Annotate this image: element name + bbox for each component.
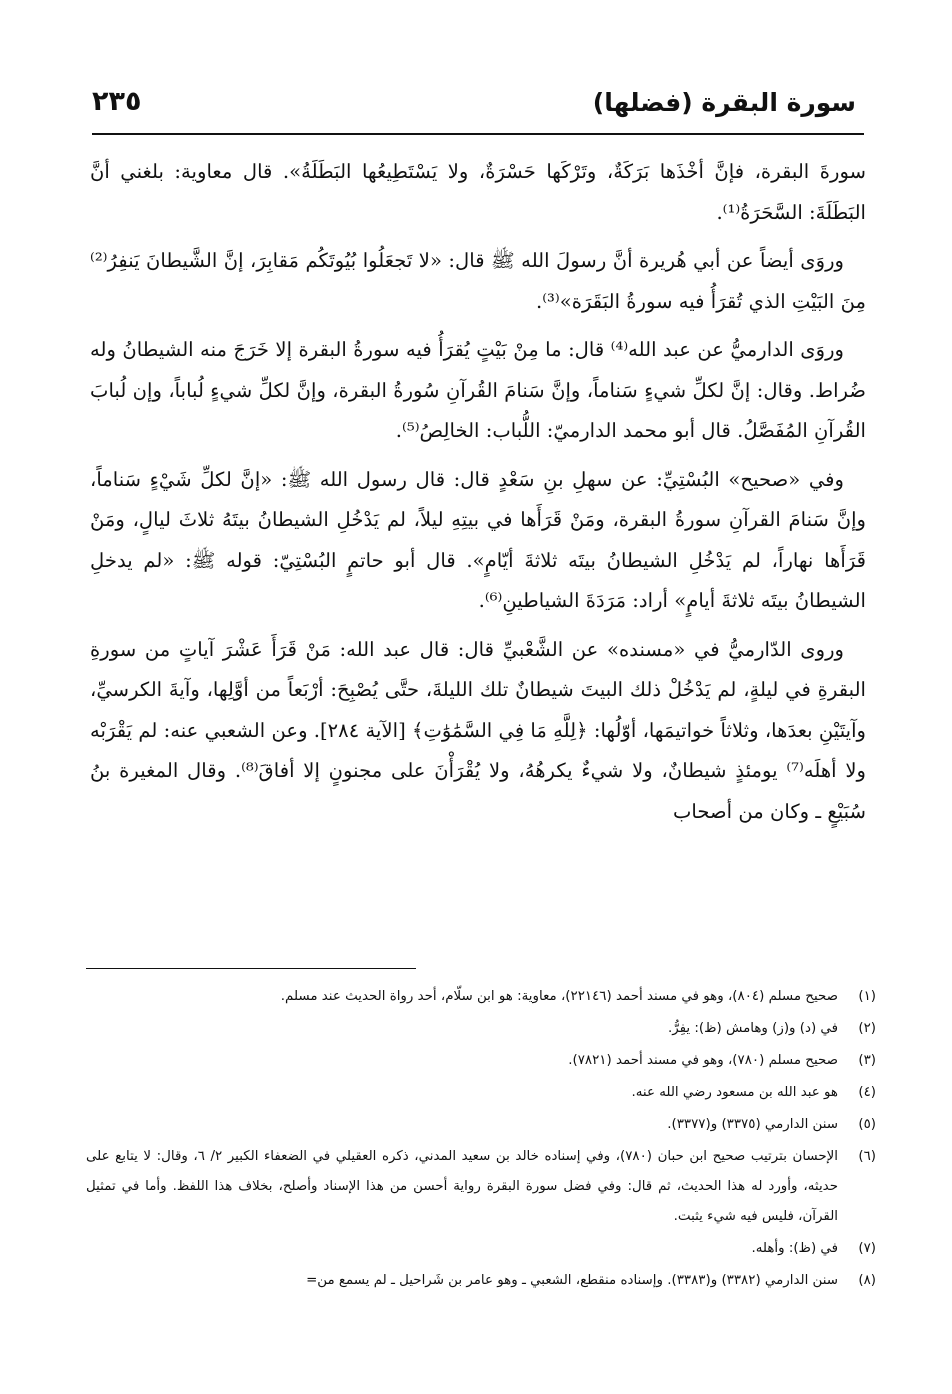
- footnote-text: هو عبد الله بن مسعود رضي الله عنه.: [631, 1085, 838, 1100]
- footnote-text: صحيح مسلم (٨٠٤)، وهو في مسند أحمد (٢٢١٤٦)، معاوية: هو ابن سلّام، أحد رواة الحديث عند مسلم.: [280, 989, 838, 1004]
- page-header: [92, 82, 856, 130]
- footnote-number: (٣): [858, 1053, 876, 1068]
- footnote-item: [86, 1234, 876, 1264]
- footnote-number: (١): [858, 989, 876, 1004]
- paragraph: وروى الدّارميُّ في «مسنده» عن الشَّعْبيِّ قال: قال عبد الله: مَنْ قَرَأَ عَشْرَ آياتٍ من سورةِ البقرةِ في ليلةٍ، لم يَدْخُلْ ذلك البيتَ شيطانٌ تلك الليلةَ، حتَّى يُصْبِحَ: أرْبَعاً من أوَّلِها، وآيةَ الكرسيِّ، وآيتَيْنِ بعدَها، وثلاثاً خواتيمَها، أوّلُها: ﴿لِلَّهِ مَا فِي السَّمَٰوَٰتِ﴾ [الآية ٢٨٤]. وعن الشعبي عنه: لم يَقْرَبْه ولا أهلَه⁽⁷⁾ يومئذٍ شيطانٌ، ولا شيءٌ يكرهُهُ، ولا يُقْرَأْنَ على مجنونٍ إلا أفاقَ⁽⁸⁾. وقال المغيرة بنُ سُبَيْعٍ ـ وكان من أصحاب: [90, 637, 866, 823]
- main-text: [90, 152, 866, 840]
- footnote-number: (٥): [858, 1117, 876, 1132]
- footnote-text: في (ظ): وأهله.: [751, 1241, 838, 1256]
- footnote-number: (٨): [858, 1273, 876, 1288]
- paragraph: وروَى أيضاً عن أبي هُريرة أنَّ رسولَ الله ﷺ قال: «لا تَجعَلُوا بُيُوتَكُم مَقابِرَ، إنَّ الشَّيطانَ يَنفِرُ⁽²⁾ مِنَ البَيْتِ الذي تُقرَأُ فيه سورةُ البَقَرَة»⁽³⁾.: [90, 249, 866, 313]
- footnote-text: سنن الدارمي (٣٣٨٢) و(٣٣٨٣). وإسناده منقطع، الشعبي ـ وهو عامر بن شَراحيل ـ لم يسمع من=: [306, 1273, 838, 1288]
- footnote-number: (٧): [858, 1241, 876, 1256]
- running-title: سورة البقرة (فضلها): [592, 88, 856, 117]
- footnote-text: سنن الدارمي (٣٣٧٥) و(٣٣٧٧).: [667, 1117, 838, 1132]
- footnote-text: في (د) و(ز) وهامش (ظ): يفِرُّ.: [668, 1021, 838, 1036]
- footnote-number: (٢): [858, 1021, 876, 1036]
- footnote-item: [86, 1266, 876, 1296]
- footnote-item: [86, 1142, 876, 1232]
- footnote-text: صحيح مسلم (٧٨٠)، وهو في مسند أحمد (٧٨٢١).: [568, 1053, 838, 1068]
- page-number: ٢٣٥: [92, 86, 142, 117]
- footnote-item: [86, 1046, 876, 1076]
- paragraph: وفي «صحيح» البُسْتِيِّ: عن سهلِ بنِ سَعْدٍ قال: قال رسول الله ﷺ: «إنَّ لكلِّ شَيْءٍ سَناماً، وإنَّ سَنامَ القرآنِ سورةُ البقرة، ومَنْ قَرَأَها في بيتِهِ ليلاً، لم يَدْخُلِ الشيطانُ بيتَهُ ثلاثَ ليالٍ، ومَنْ قَرَأَها نهاراً، لم يَدْخُلِ الشيطانُ بيتَه ثلاثةَ أيّامٍ». قال أبو حاتمٍ البُسْتِيّ: قوله ﷺ: «لم يدخلِ الشيطانُ بيتَه ثلاثةَ أيامٍ» أراد: مَرَدَةَ الشياطينِ⁽⁶⁾.: [90, 467, 866, 612]
- footnote-number: (٦): [858, 1149, 876, 1164]
- footnote-item: [86, 982, 876, 1012]
- paragraph: وروَى الدارميُّ عن عبد الله⁽⁴⁾ قال: ما مِنْ بَيْتٍ يُقرَأُ فيه سورةُ البقرة إلا خَرَجَ منه الشيطانُ وله ضُراط. وقال: إنَّ لكلِّ شيءٍ سَناماً، وإنَّ سَنامَ القُرآنِ سُورةُ البقرة، وإنَّ لكلِّ شيءٍ لُباباً، وإن لُبابَ القُرآنِ المُفَصَّلُ. قال أبو محمد الدارميّ: اللُّباب: الخالِصُ⁽⁵⁾.: [90, 338, 866, 442]
- footnote-item: [86, 1014, 876, 1044]
- footnote-text: الإحسان بترتيب صحيح ابن حبان (٧٨٠)، وفي إسناده خالد بن سعيد المدني، ذكره العقيلي في الضعفاء الكبير ٢/ ٦، وقال: لا يتابع على حديثه، وأورد له هذا الحديث، ثم قال: وفي فضل سورة البقرة رواية أحسن من هذا الإسناد وأصلح، بخلاف هذا اللفظ. وأما في تمثيل القرآن، فليس فيه شيء يثبت.: [86, 1149, 838, 1224]
- footnote-item: [86, 1110, 876, 1140]
- footnote-number: (٤): [858, 1085, 876, 1100]
- paragraph: سورةَ البقرة، فإنَّ أخْذَها بَرَكَةٌ، وتَرْكَها حَسْرَةٌ، ولا يَسْتَطِيعُها البَطَلَةُ». قال معاوية: بلغني أنَّ البَطَلَةَ: السَّحَرَةُ⁽¹⁾.: [90, 160, 866, 224]
- header-rule: [92, 133, 864, 135]
- footnote-separator: [86, 968, 416, 969]
- footnotes: [86, 982, 876, 1298]
- footnote-item: [86, 1078, 876, 1108]
